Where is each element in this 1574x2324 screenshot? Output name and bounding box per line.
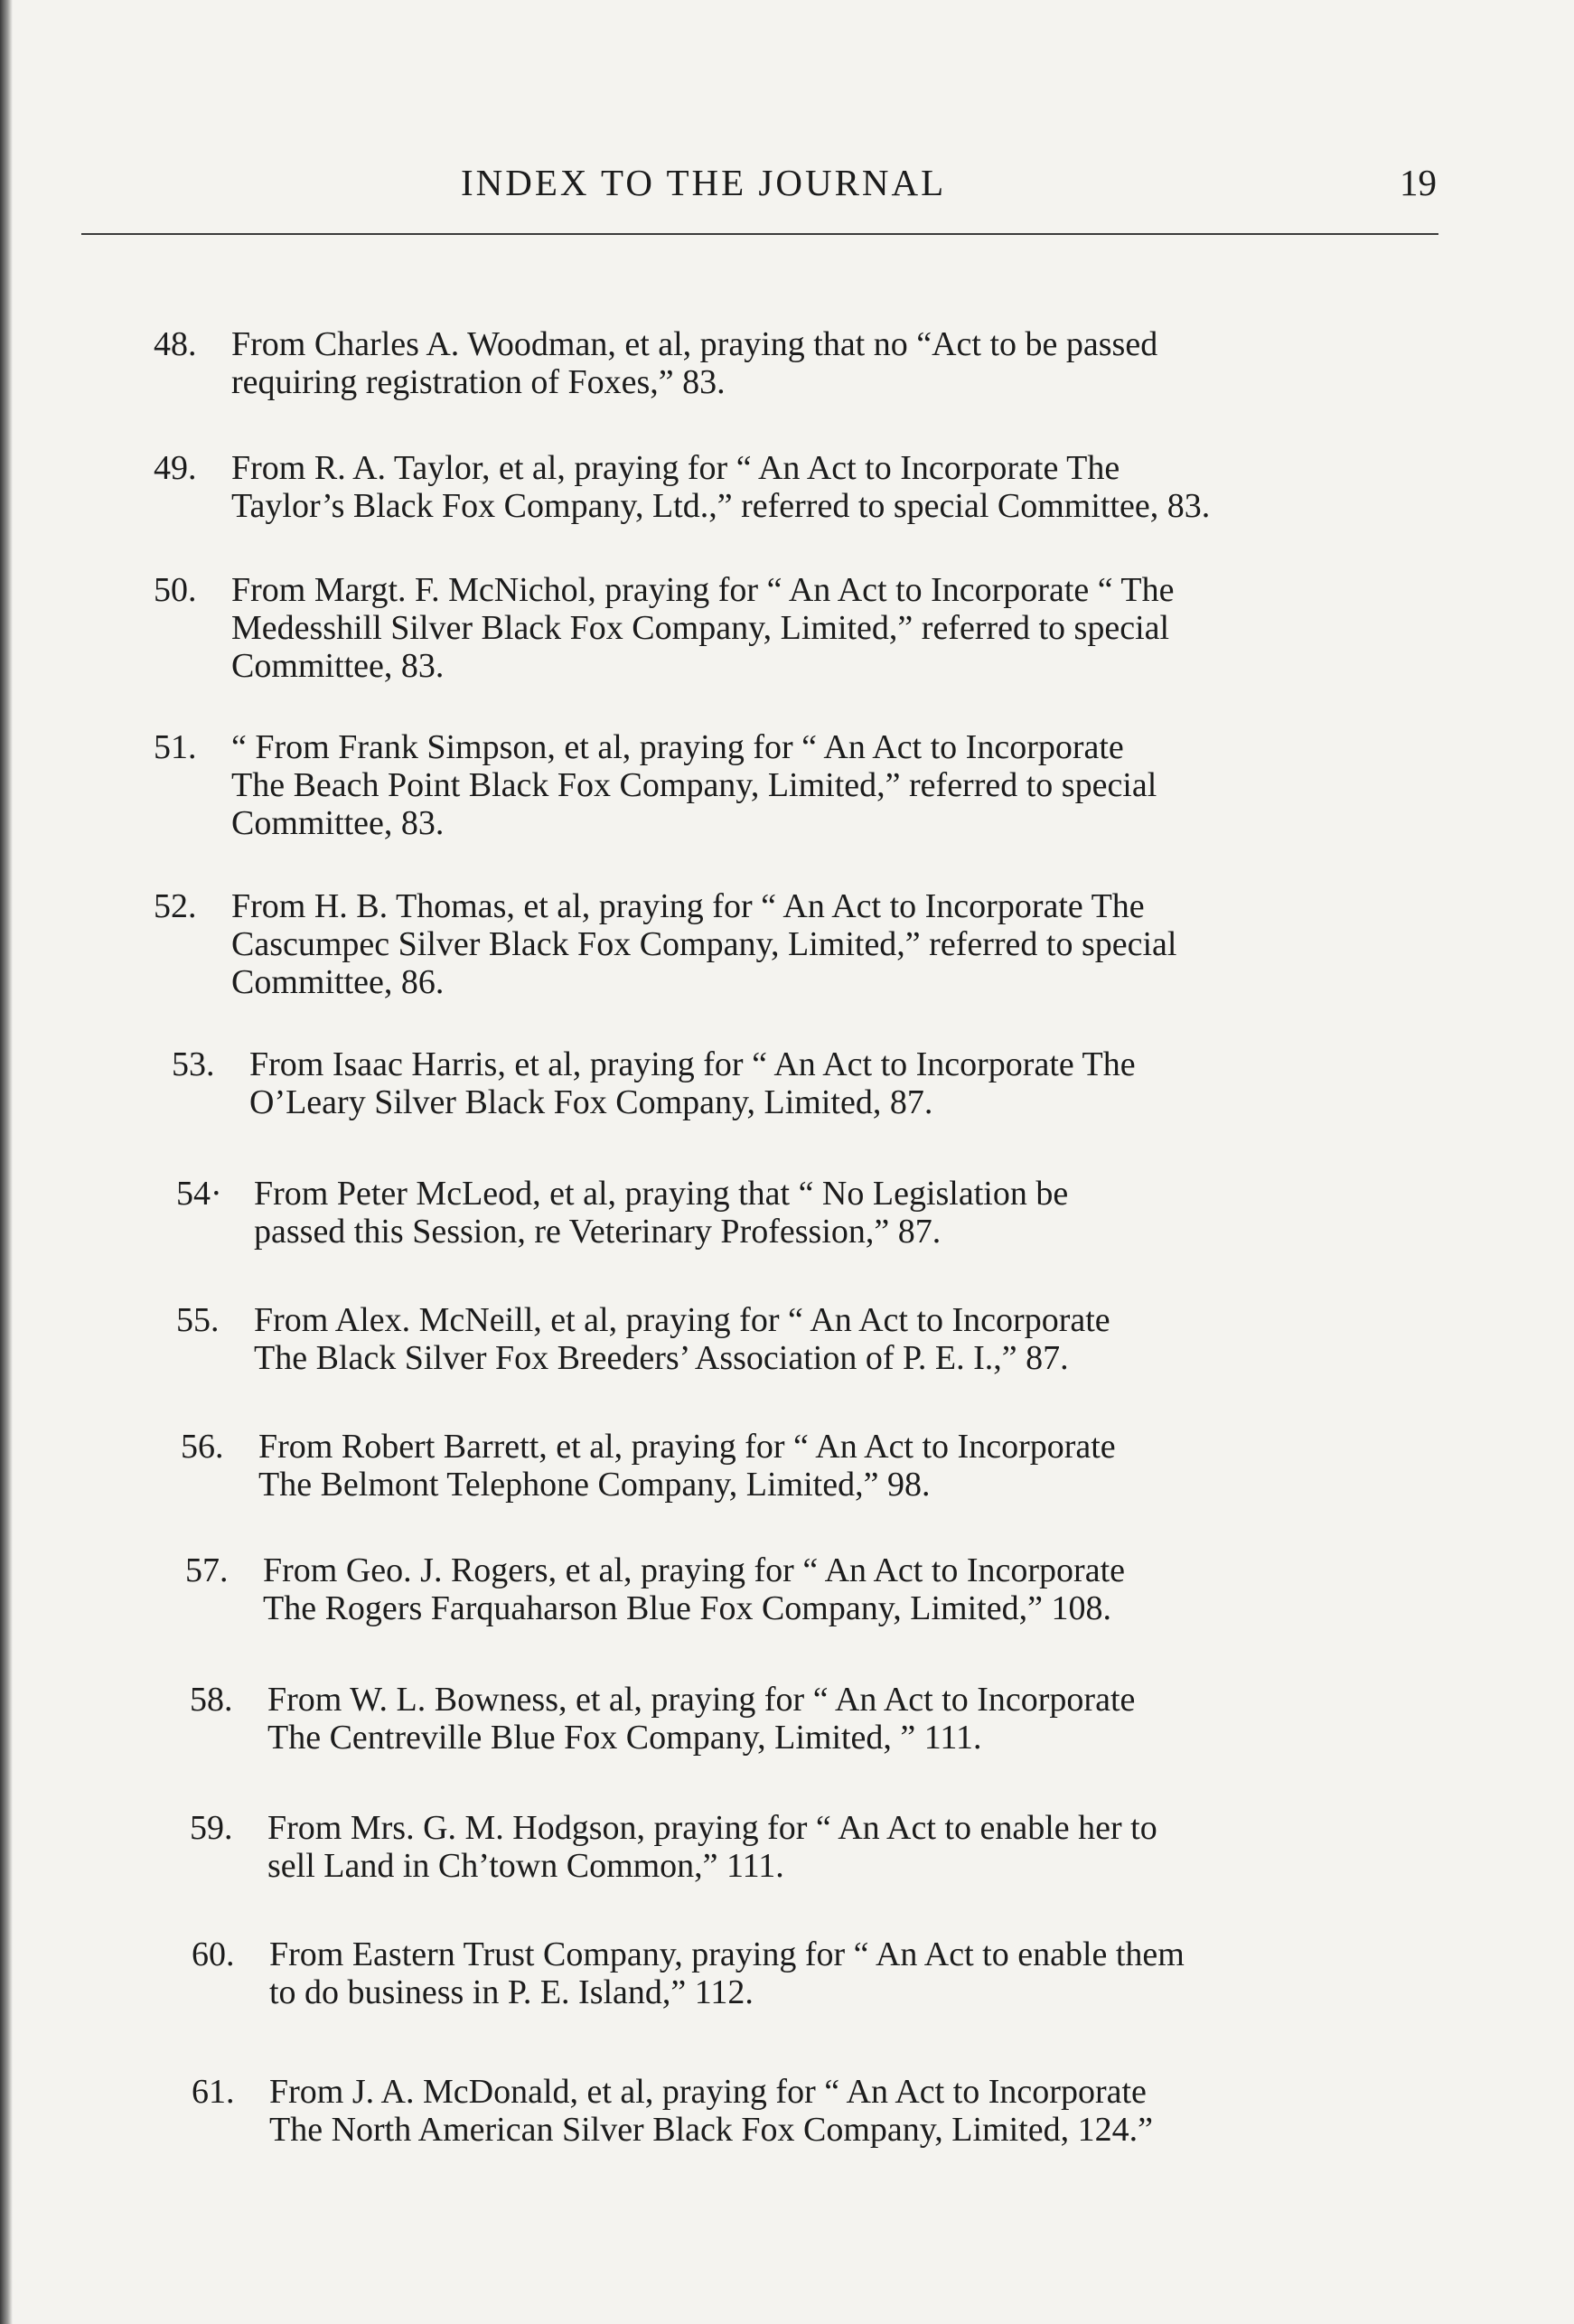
index-entry-48 (154, 325, 1157, 401)
entry-line: Committee, 86. (231, 963, 445, 1001)
entry-line: to do business in P. E. Island,” 112. (269, 1973, 754, 2011)
entry-line: From Peter McLeod, et al, praying that “ No Legislation be (254, 1175, 1069, 1213)
entry-number: 60. (192, 1935, 235, 1973)
entry-number: 57. (185, 1551, 229, 1589)
entry-line: Cascumpec Silver Black Fox Company, Limited,” referred to special (231, 925, 1177, 963)
header-rule (81, 233, 1438, 235)
entry-line: From Margt. F. McNichol, praying for “ An Act to Incorporate “ The (231, 571, 1175, 609)
entry-line: The North American Silver Black Fox Company, Limited, 124.” (269, 2111, 1153, 2149)
entry-line: From Mrs. G. M. Hodgson, praying for “ An Act to enable her to (267, 1809, 1157, 1847)
page-edge-shadow (0, 0, 13, 2324)
entry-line: Committee, 83. (231, 804, 445, 842)
index-entry-61 (192, 2073, 1153, 2149)
entry-line: The Belmont Telephone Company, Limited,” 98. (258, 1466, 931, 1504)
index-entry-50 (154, 571, 1175, 685)
entry-line: From Geo. J. Rogers, et al, praying for “ An Act to Incorporate (263, 1551, 1125, 1589)
index-entry-52 (154, 887, 1176, 1001)
entry-line: From Robert Barrett, et al, praying for “ An Act to Incorporate (258, 1428, 1116, 1466)
entry-line: The Black Silver Fox Breeders’ Association of P. E. I.,” 87. (254, 1339, 1069, 1377)
entry-line: From Eastern Trust Company, praying for “ An Act to enable them (269, 1935, 1185, 1973)
index-entry-49 (154, 449, 1210, 525)
entry-number: 55. (176, 1301, 220, 1339)
page-number: 19 (1400, 162, 1437, 203)
index-entry-58 (190, 1681, 1135, 1757)
index-entry-56 (181, 1428, 1116, 1504)
entry-line: Taylor’s Black Fox Company, Ltd.,” referred to special Committee, 83. (231, 487, 1211, 525)
entry-line: requiring registration of Foxes,” 83. (231, 363, 726, 401)
entry-line: From Isaac Harris, et al, praying for “ An Act to Incorporate The (249, 1045, 1136, 1083)
page-header (81, 161, 1437, 215)
entry-line: From W. L. Bowness, et al, praying for “ An Act to Incorporate (267, 1681, 1136, 1719)
index-entry-60 (192, 1935, 1185, 2011)
entry-line: O’Leary Silver Black Fox Company, Limited, 87. (249, 1083, 933, 1121)
index-entry-55 (176, 1301, 1110, 1377)
entry-number: 56. (181, 1428, 224, 1466)
index-entry-53 (172, 1045, 1136, 1121)
entry-number: 52. (154, 887, 197, 925)
entry-number: 58. (190, 1681, 233, 1719)
index-entry-54 (176, 1175, 1068, 1251)
index-entry-59 (190, 1809, 1157, 1885)
entry-number: 54· (176, 1175, 222, 1213)
entry-number: 61. (192, 2073, 235, 2111)
entry-line: From R. A. Taylor, et al, praying for “ An Act to Incorporate The (231, 449, 1120, 487)
entry-line: Medesshill Silver Black Fox Company, Limited,” referred to special (231, 609, 1170, 647)
entry-number: 48. (154, 325, 197, 363)
entry-line: From Alex. McNeill, et al, praying for “ An Act to Incorporate (254, 1301, 1110, 1339)
entry-line: The Rogers Farquaharson Blue Fox Company, Limited,” 108. (263, 1589, 1111, 1627)
index-entry-51 (154, 728, 1157, 842)
entry-number: 59. (190, 1809, 233, 1847)
entry-line: sell Land in Ch’town Common,” 111. (267, 1847, 784, 1885)
entry-line: From Charles A. Woodman, et al, praying that no “Act to be passed (231, 325, 1158, 363)
entry-number: 50. (154, 571, 197, 609)
index-entry-57 (185, 1551, 1125, 1627)
entry-line: From H. B. Thomas, et al, praying for “ An Act to Incorporate The (231, 887, 1145, 925)
entry-number: 51. (154, 728, 197, 766)
entry-line: passed this Session, re Veterinary Profession,” 87. (254, 1213, 942, 1251)
entry-line: Committee, 83. (231, 647, 445, 685)
entry-line: “ From Frank Simpson, et al, praying for “ An Act to Incorporate (231, 728, 1124, 766)
entry-line: From J. A. McDonald, et al, praying for “ An Act to Incorporate (269, 2073, 1147, 2111)
entry-number: 49. (154, 449, 197, 487)
entry-number: 53. (172, 1045, 215, 1083)
running-title: INDEX TO THE JOURNAL (461, 162, 947, 203)
entry-line: The Centreville Blue Fox Company, Limited, ” 111. (267, 1719, 982, 1757)
entry-line: The Beach Point Black Fox Company, Limited,” referred to special (231, 766, 1157, 804)
